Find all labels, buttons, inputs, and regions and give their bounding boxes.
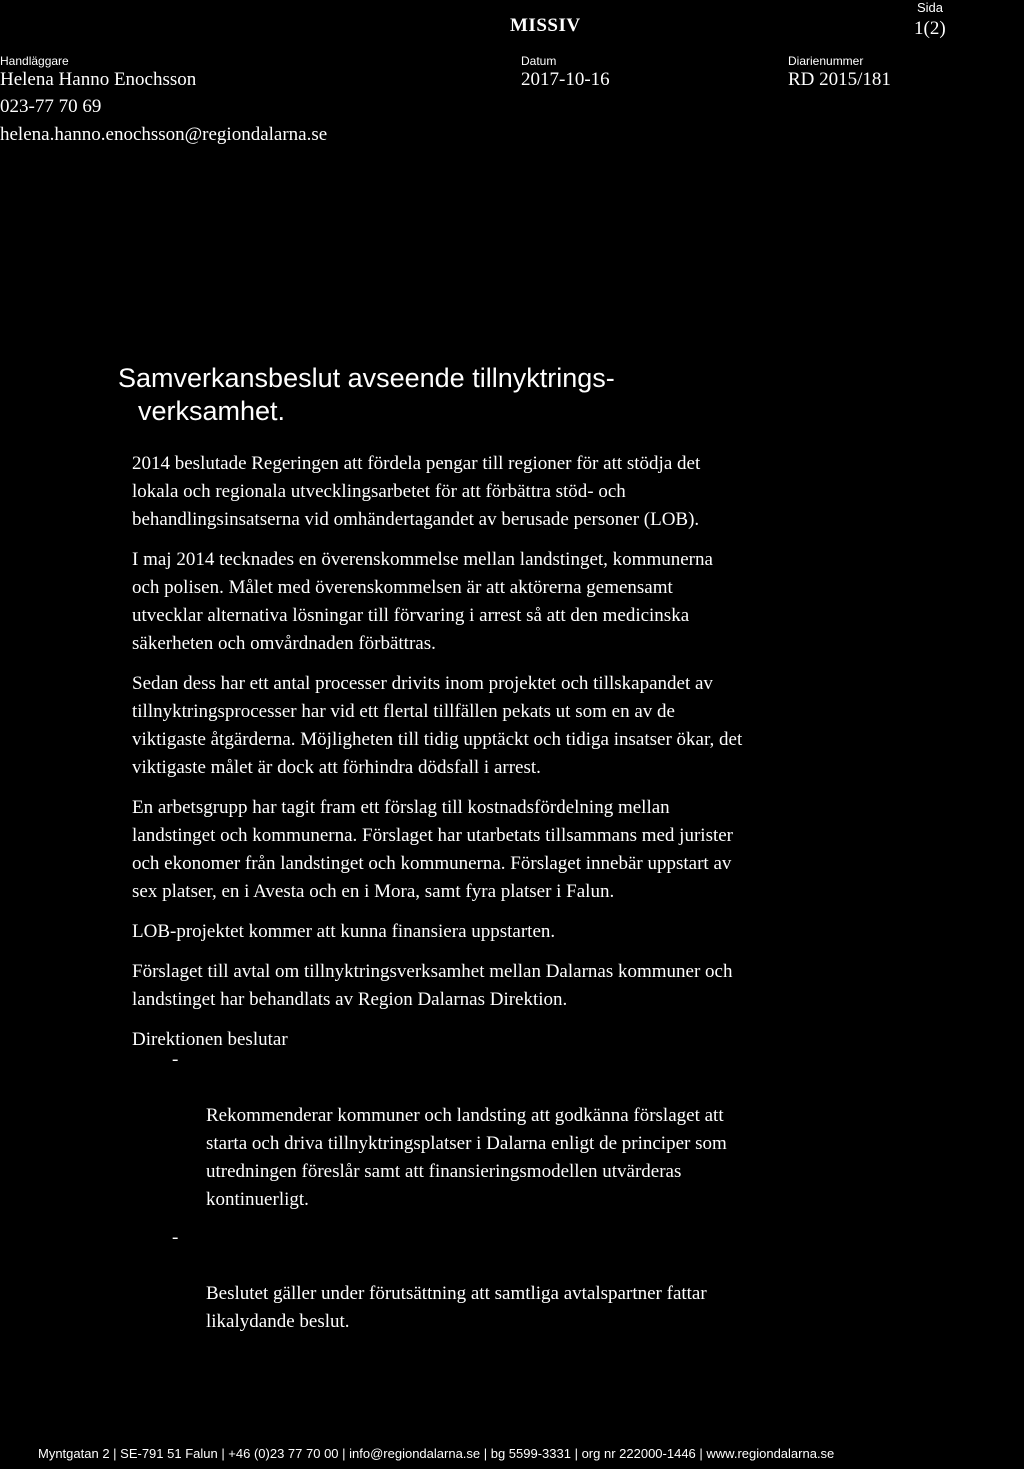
document-type: MISSIV (510, 15, 581, 36)
paragraph: LOB-projektet kommer att kunna finansiera uppstarten. (132, 921, 556, 942)
paragraph: 2014 beslutade Regeringen att fördela pengar till regioner för att stödja det lokala och regionala utvecklingsarbetet för att förbättra stöd- och behandlingsinsatserna vid omhändertagandet av berusade personer (LOB). (132, 453, 701, 530)
document-body (132, 450, 892, 1068)
paragraph: En arbetsgrupp har tagit fram ett förslag till kostnadsfördelning mellan landstinget och kommunerna. Förslaget har utarbetats tillsammans med jurister och ekonomer från landstinget och kommunerna. Förslaget innebär uppstart av sex platser, en i Avesta och en i Mora, samt fyra platser i Falun. (132, 797, 733, 902)
title-line-1: Samverkansbeslut avseende tillnyktrings- (118, 363, 615, 393)
page-number: 1(2) (914, 18, 946, 39)
decision-list (132, 1046, 892, 1346)
paragraph: I maj 2014 tecknades en överenskommelse mellan landstinget, kommunerna och polisen. Målet med överenskommelsen är att aktörerna gemensamt utvecklar alternativa lösningar till förvaring i arrest så att den medicinska säkerheten och omvårdnaden förbättras. (132, 549, 713, 654)
title-line-2: verksamhet. (138, 396, 286, 426)
paragraph: Förslaget till avtal om tillnyktringsverksamhet mellan Dalarnas kommuner och landstinget har behandlats av Region Dalarnas Direktion. (132, 961, 733, 1010)
decision-item (132, 1224, 892, 1336)
date-value: 2017-10-16 (521, 69, 610, 90)
decision-intro: Direktionen beslutar (132, 1029, 288, 1050)
paragraph: Sedan dess har ett antal processer drivits inom projektet och tillskapandet av tillnyktringsprocesser har vid ett flertal tillfällen pekats ut som en av de viktigaste åtgärderna. Möjligheten till tidig upptäckt och tidiga insatser ökar, det viktigaste målet är dock att förhindra dödsfall i arrest. (132, 673, 743, 778)
diary-number-value: RD 2015/181 (788, 69, 891, 90)
list-marker: - (172, 1227, 179, 1248)
decision-item-text: Rekommenderar kommuner och landsting att godkänna förslaget att starta och driva tillnyktringsplatser i Dalarna enligt de principer som utredningen föreslår samt att finansieringsmodellen utvärderas kontinuerligt. (206, 1105, 727, 1210)
decision-item (132, 1046, 892, 1214)
date-label: Datum (521, 54, 557, 68)
decision-item-text: Beslutet gäller under förutsättning att samtliga avtalspartner fattar likalydande beslut. (206, 1283, 707, 1332)
page-label: Sida (917, 0, 944, 15)
footer-contact: Myntgatan 2 | SE-791 51 Falun | +46 (0)23 77 70 00 | info@regiondalarna.se | bg 5599-3331 | org nr 222000-1446 | www.regiondalarna.se (38, 1446, 835, 1461)
handler-phone: 023-77 70 69 (0, 96, 102, 117)
diary-number-label: Diarienummer (788, 54, 864, 68)
handler-label: Handläggare (0, 54, 69, 68)
list-marker: - (172, 1049, 179, 1070)
document-title (118, 362, 738, 428)
handler-name: Helena Hanno Enochsson (0, 69, 197, 90)
handler-email: helena.hanno.enochsson@regiondalarna.se (0, 124, 328, 145)
